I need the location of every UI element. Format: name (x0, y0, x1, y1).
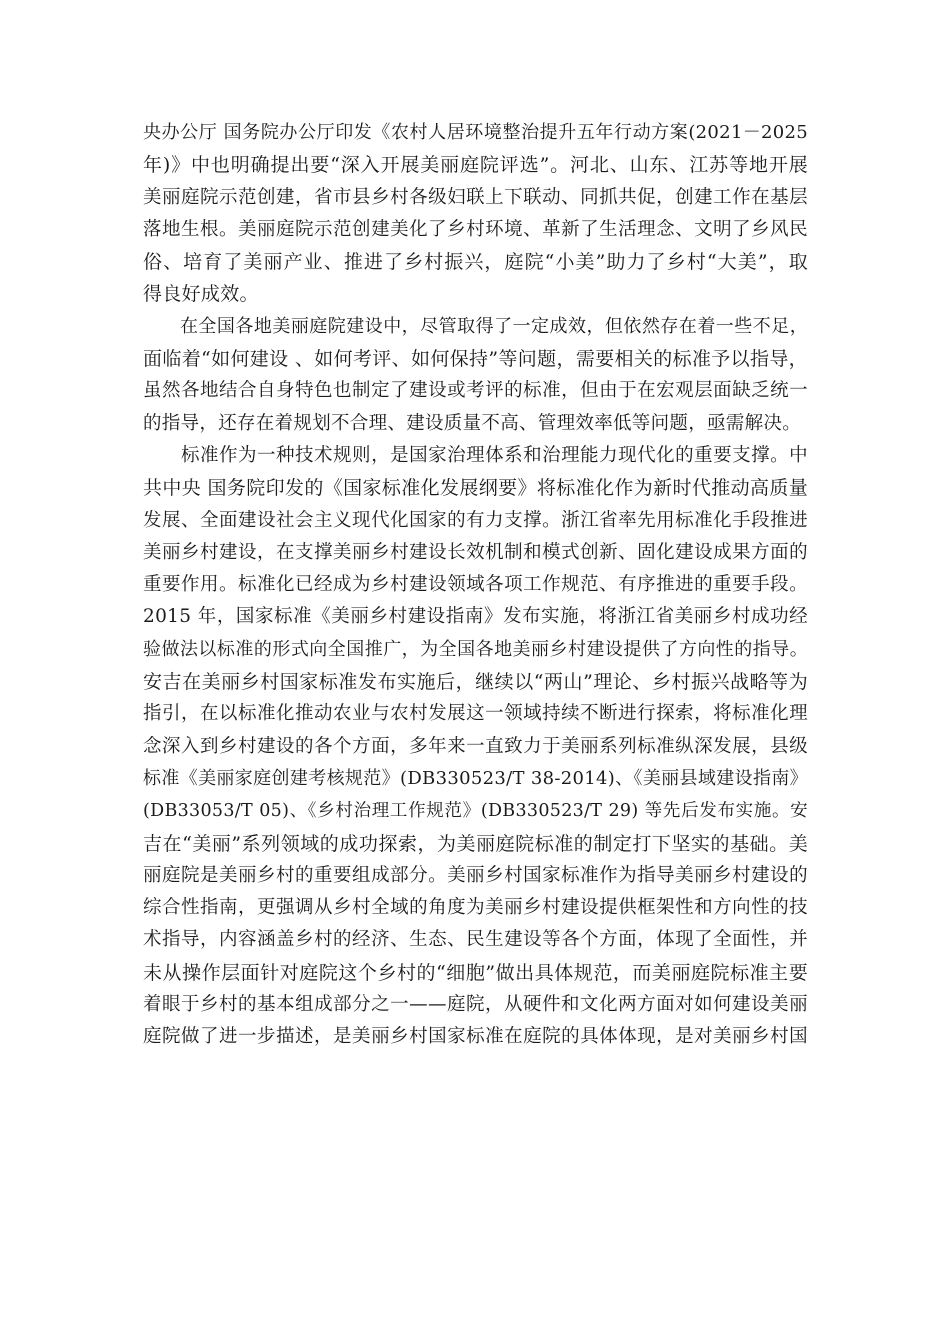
text-line: 验做法以标准的形式向全国推广，为全国各地美丽乡村建设提供了方向性的指导。 (143, 638, 808, 660)
text-line: 俗、培育了美丽产业、推进了乡村振兴，庭院“小美”助力了乡村“大美”，取 (143, 251, 808, 274)
text-line: 标准《美丽家庭创建考核规范》(DB330523/T 38-2014)、《美丽县域建设指南》 (143, 767, 808, 789)
text-line: 未从操作层面针对庭院这个乡村的“细胞”做出具体规范，而美丽庭院标准主要 (143, 961, 808, 984)
text-line: 综合性指南，更强调从乡村全域的角度为美丽乡村建设提供框架性和方向性的技 (143, 897, 808, 919)
text-line: 虽然各地结合自身特色也制定了建设或考评的标准，但由于在宏观层面缺乏统一 (143, 380, 808, 402)
text-line: 重要作用。标准化已经成为乡村建设领域各项工作规范、有序推进的重要手段。 (143, 574, 808, 596)
text-line: 标准作为一种技术规则，是国家治理体系和治理能力现代化的重要支撑。中 (143, 444, 808, 466)
text-line: (DB33053/T 05)、《乡村治理工作规范》(DB330523/T 29) 等先后发布实施。安 (143, 801, 808, 822)
text-line: 术指导，内容涵盖乡村的经济、生态、民生建设等各个方面，体现了全面性，并 (143, 929, 808, 951)
text-line: 发展、全面建设社会主义现代化国家的有力支撑。浙江省率先用标准化手段推进 (143, 509, 808, 531)
text-line: 面临着“如何建设 、如何考评、如何保持”等问题，需要相关的标准予以指导， (143, 348, 808, 371)
text-line: 落地生根。美丽庭院示范创建美化了乡村环境、革新了生活理念、文明了乡风民 (143, 218, 808, 240)
text-line: 共中央 国务院印发的《国家标准化发展纲要》将标准化作为新时代推动高质量 (143, 477, 808, 500)
text-line: 美丽庭院示范创建，省市县乡村各级妇联上下联动、同抓共促，创建工作在基层 (143, 186, 808, 208)
text-line: 念深入到乡村建设的各个方面，多年来一直致力于美丽系列标准纵深发展，县级 (143, 735, 808, 757)
text-line: 年)》中也明确提出要“深入开展美丽庭院评选”。河北、山东、江苏等地开展 (143, 154, 808, 177)
text-line: 吉在“美丽”系列领域的成功探索，为美丽庭院标准的制定打下坚实的基础。美 (143, 832, 808, 855)
text-line: 的指导，还存在着规划不合理、建设质量不高、管理效率低等问题，亟需解决。 (143, 412, 802, 434)
text-line: 庭院做了进一步描述，是美丽乡村国家标准在庭院的具体体现，是对美丽乡村国 (143, 1026, 808, 1048)
text-line: 央办公厅 国务院办公厅印发《农村人居环境整治提升五年行动方案(2021－2025 (143, 122, 808, 143)
text-line: 2015 年，国家标准《美丽乡村建设指南》发布实施，将浙江省美丽乡村成功经 (143, 606, 808, 628)
text-line: 丽庭院是美丽乡村的重要组成部分。美丽乡村国家标准作为指导美丽乡村建设的 (143, 864, 808, 886)
text-line: 安吉在美丽乡村国家标准发布实施后，继续以“两山”理论、乡村振兴战略等为 (143, 671, 808, 694)
text-line: 美丽乡村建设，在支撑美丽乡村建设长效机制和模式创新、固化建设成果方面的 (143, 541, 808, 563)
text-line: 着眼于乡村的基本组成部分之一——庭院，从硬件和文化两方面对如何建设美丽 (143, 994, 808, 1016)
text-line: 指引，在以标准化推动农业与农村发展这一领域持续不断进行探索，将标准化理 (143, 703, 808, 725)
text-line: 在全国各地美丽庭院建设中，尽管取得了一定成效，但依然存在着一些不足， (143, 315, 808, 337)
text-line: 得良好成效。 (143, 283, 259, 306)
body-text (143, 117, 808, 1054)
